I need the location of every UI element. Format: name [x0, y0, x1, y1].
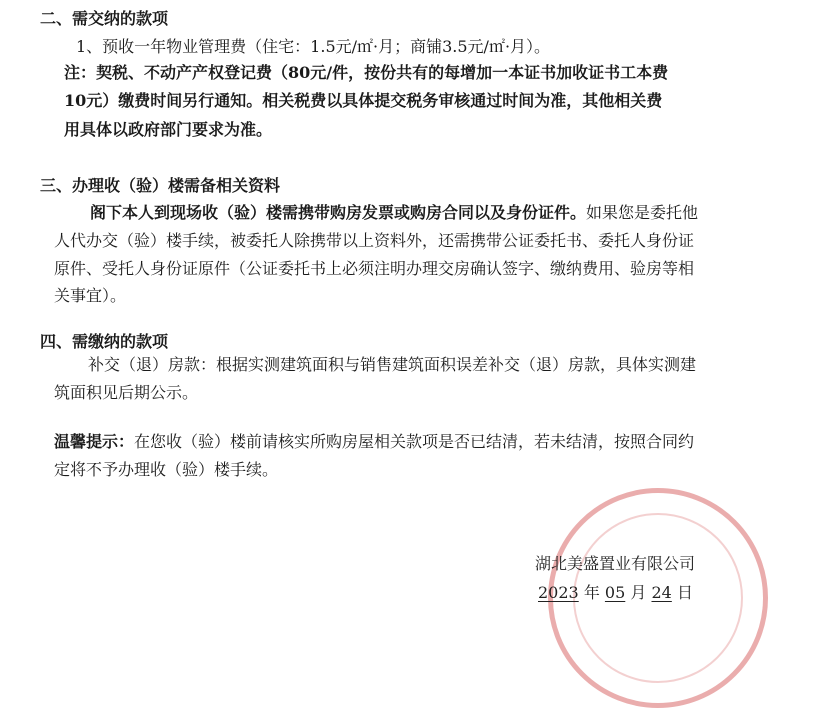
- section3-line1: [90, 203, 698, 223]
- section2-note-line3: 用具体以政府部门要求为准。: [64, 120, 273, 139]
- section3-line1-rest: 如果您是委托他: [586, 203, 699, 222]
- section3-line1-bold: 阁下本人到现场收（验）楼需携带购房发票或购房合同以及身份证件。: [90, 203, 587, 222]
- section2-heading: 二、需交纳的款项: [40, 9, 169, 28]
- section4-heading: 四、需缴纳的款项: [40, 332, 169, 351]
- date-month: 05: [604, 583, 626, 602]
- section2-note-line1: 注：契税、不动产产权登记费（80元/件，按份共有的每增加一本证书加收证书工本费: [64, 63, 669, 82]
- section4-line1: 补交（退）房款：根据实测建筑面积与销售建筑面积误差补交（退）房款，具体实测建: [88, 355, 697, 374]
- date-month-unit: 月: [630, 583, 647, 602]
- section4-line2: 筑面积见后期公示。: [54, 383, 199, 402]
- date-year: 2023: [538, 583, 579, 602]
- section2-note-line2: 10元）缴费时间另行通知。相关税费以具体提交税务审核通过时间为准，其他相关费: [64, 91, 663, 110]
- reminder-text: 在您收（验）楼前请核实所购房屋相关款项是否已结清，若未结清，按照合同约: [134, 432, 695, 451]
- reminder-line2: 定将不予办理收（验）楼手续。: [54, 460, 279, 479]
- section2-item1: 1、预收一年物业管理费（住宅：1.5元/㎡·月；商铺3.5元/㎡·月）。: [76, 37, 551, 56]
- signature-date: [538, 583, 693, 603]
- section3-line4: 关事宜）。: [54, 286, 127, 305]
- section3-heading: 三、办理收（验）楼需备相关资料: [40, 176, 281, 195]
- reminder-line1: [54, 432, 694, 452]
- section3-line3: 原件、受托人身份证原件（公证委托书上必须注明办理交房确认签字、缴纳费用、验房等相: [54, 259, 695, 278]
- date-day-unit: 日: [676, 583, 693, 602]
- reminder-label: 温馨提示：: [54, 432, 135, 451]
- company-name: 湖北美盛置业有限公司: [535, 554, 696, 573]
- date-day: 24: [651, 583, 672, 602]
- date-year-unit: 年: [583, 583, 600, 602]
- section3-line2: 人代办交（验）楼手续，被委托人除携带以上资料外，还需携带公证委托书、委托人身份证: [54, 231, 695, 250]
